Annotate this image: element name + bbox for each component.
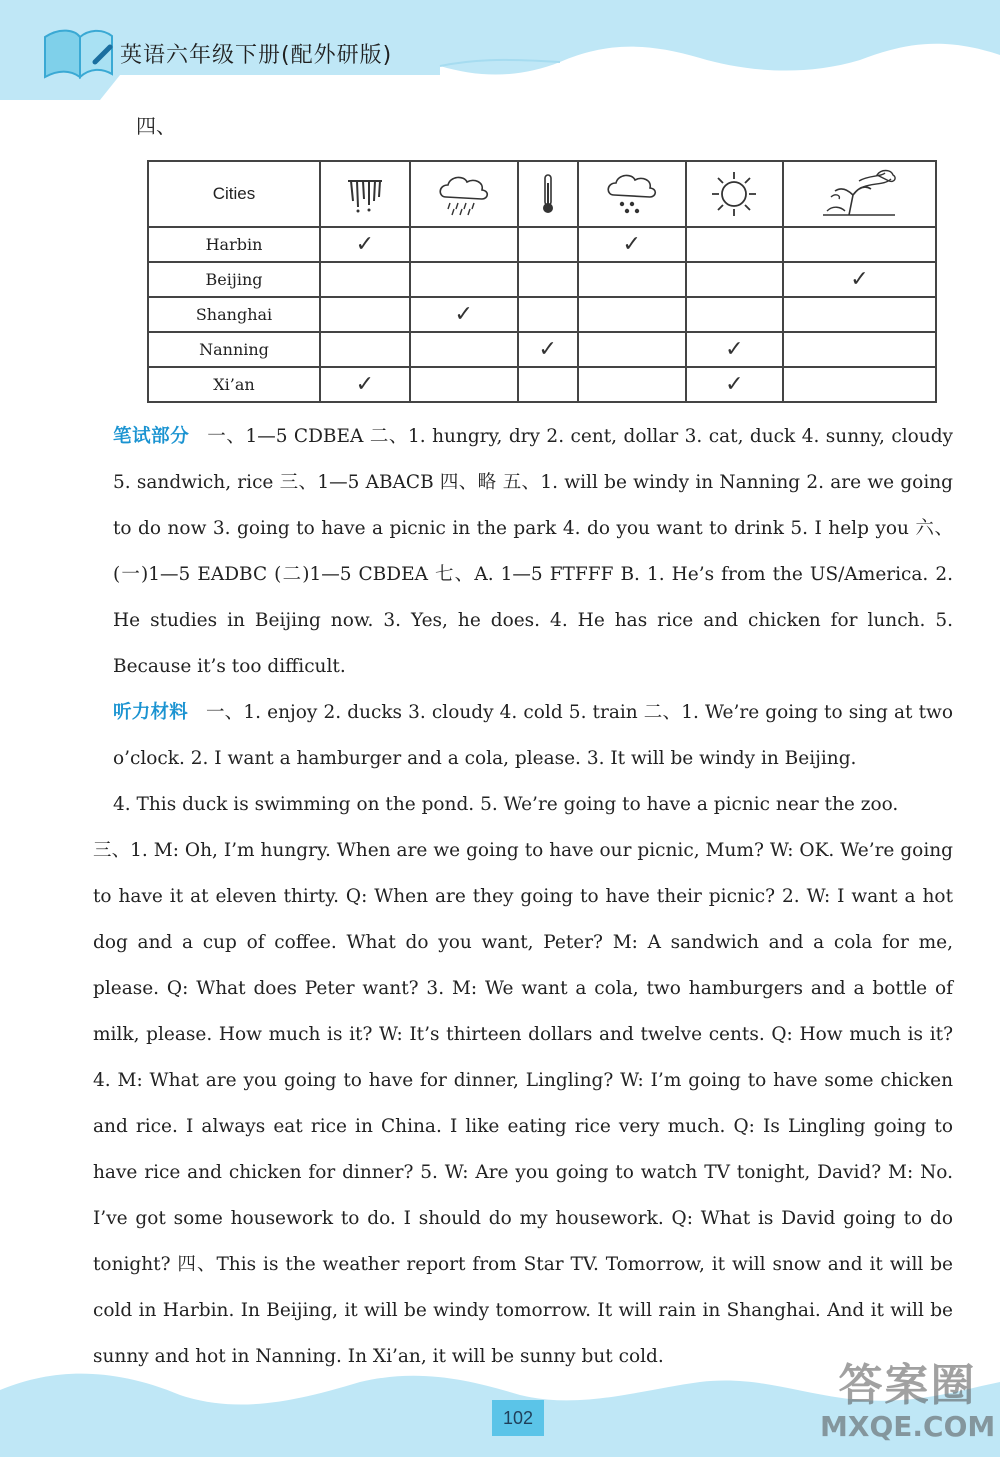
city-name: Shanghai — [148, 297, 320, 332]
snow-icon — [320, 161, 410, 227]
check-mark-icon: ✓ — [454, 301, 473, 327]
written-answers-text: 一、1—5 CDBEA 二、1. hungry, dry 2. cent, dollar 3. cat, duck 4. sunny, cloudy 5. sandwich, rice 三、1—5 ABACB 四、略 五、1. will be windy in Nanning 2. are we going to do now 3. going to have a picnic in the park 4. do you want to drink 5. I help you 六、(一)1—5 EADBC (二)1—5 CBDEA 七、A. 1—5 FTFFF B. 1. He’s from the US/America. 2. He studies in Beijing now. 3. Yes, he does. 4. He has rice and chicken for lunch. 5. Because it’s too difficult. — [113, 426, 953, 677]
weather-cell — [686, 367, 783, 402]
weather-cell — [320, 262, 410, 297]
listening-label: 听力材料 — [113, 702, 188, 723]
written-label: 笔试部分 — [113, 426, 190, 447]
cities-header: Cities — [148, 161, 320, 227]
windy-icon — [783, 161, 936, 227]
check-mark-icon: ✓ — [850, 266, 869, 292]
weather-cell — [518, 332, 578, 367]
sunny-icon — [686, 161, 783, 227]
watermark-cn: 答案圈 — [838, 1360, 977, 1411]
check-mark-icon: ✓ — [538, 336, 557, 362]
weather-cell — [410, 262, 518, 297]
city-name: Xi’an — [148, 367, 320, 402]
weather-cell — [410, 367, 518, 402]
written-answers-section — [93, 414, 953, 690]
table-row — [148, 332, 936, 367]
check-mark-icon: ✓ — [355, 231, 375, 257]
weather-cell — [783, 297, 936, 332]
weather-cell — [518, 262, 578, 297]
table-row — [148, 227, 936, 262]
weather-cell — [578, 297, 686, 332]
city-name: Beijing — [148, 262, 320, 297]
weather-cell — [686, 262, 783, 297]
page-number: 102 — [492, 1400, 544, 1436]
weather-cell — [518, 367, 578, 402]
weather-cell — [518, 297, 578, 332]
weather-cell — [578, 227, 686, 262]
rain-icon — [410, 161, 518, 227]
weather-table — [147, 160, 937, 403]
weather-cell — [783, 262, 936, 297]
table-header-row — [148, 161, 936, 227]
table-row — [148, 367, 936, 402]
watermark-en: MXQE.COM — [820, 1410, 996, 1443]
weather-cell — [518, 227, 578, 262]
weather-cell — [686, 227, 783, 262]
weather-cell — [783, 332, 936, 367]
weather-cell — [686, 297, 783, 332]
check-mark-icon: ✓ — [622, 231, 641, 257]
weather-cell — [783, 367, 936, 402]
section-number: 四、 — [136, 114, 176, 138]
check-mark-icon: ✓ — [725, 336, 744, 362]
weather-cell — [410, 297, 518, 332]
weather-cell — [410, 227, 518, 262]
weather-cell — [320, 227, 410, 262]
weather-cell — [578, 332, 686, 367]
book-title: 英语六年级下册(配外研版) — [120, 43, 393, 68]
weather-cell — [320, 332, 410, 367]
weather-cell — [410, 332, 518, 367]
weather-cell — [320, 367, 410, 402]
check-mark-icon: ✓ — [355, 371, 375, 397]
weather-cell — [320, 297, 410, 332]
thermometer-hot-icon — [518, 161, 578, 227]
weather-cell — [578, 262, 686, 297]
listening-para-3: 三、1. M: Oh, I’m hungry. When are we going to have our picnic, Mum? W: OK. We’re going to have it at eleven thirty. Q: When are they going to have their picnic? 2. W: I want a hot dog and a cup of coffee. What do you want, Peter? M: A sandwich and a cola for me, please. Q: What does Peter want? 3. M: We want a cola, two hamburgers and a bottle of milk, please. How much is it? W: It’s thirteen dollars and twelve cents. Q: How much is it? 4. M: What are you going to have for dinner, Lingling? W: I’m going to have some chicken and rice. I always eat rice in China. I like eating rice very much. Q: Is Lingling going to have rice and chicken for dinner? 5. W: Are you going to watch TV tonight, David? M: No. I’ve got some housework to do. I should do my housework. Q: What is David going to do tonight? 四、This is the weather report from Star TV. Tomorrow, it will snow and it will be cold in Harbin. In Beijing, it will be windy tomorrow. It will rain in Shanghai. And it will be sunny and hot in Nanning. In Xi’an, it will be sunny but cold. — [93, 840, 953, 1367]
weather-cell — [578, 367, 686, 402]
listening-para-1: 一、1. enjoy 2. ducks 3. cloudy 4. cold 5. train 二、1. We’re going to sing at two o’clock. 2. I want a hamburger and a cola, please. 3. It will be windy in Beijing. — [113, 702, 953, 769]
book-logo-icon — [40, 22, 115, 82]
city-name: Nanning — [148, 332, 320, 367]
weather-cell — [686, 332, 783, 367]
listening-para-2: 4. This duck is swimming on the pond. 5. We’re going to have a picnic near the zoo. — [113, 794, 899, 815]
listening-section — [93, 690, 953, 1380]
weather-cell — [783, 227, 936, 262]
table-row — [148, 262, 936, 297]
table-row — [148, 297, 936, 332]
cold-snow-icon — [578, 161, 686, 227]
city-name: Harbin — [148, 227, 320, 262]
check-mark-icon: ✓ — [725, 371, 744, 397]
watermark — [820, 1360, 995, 1452]
